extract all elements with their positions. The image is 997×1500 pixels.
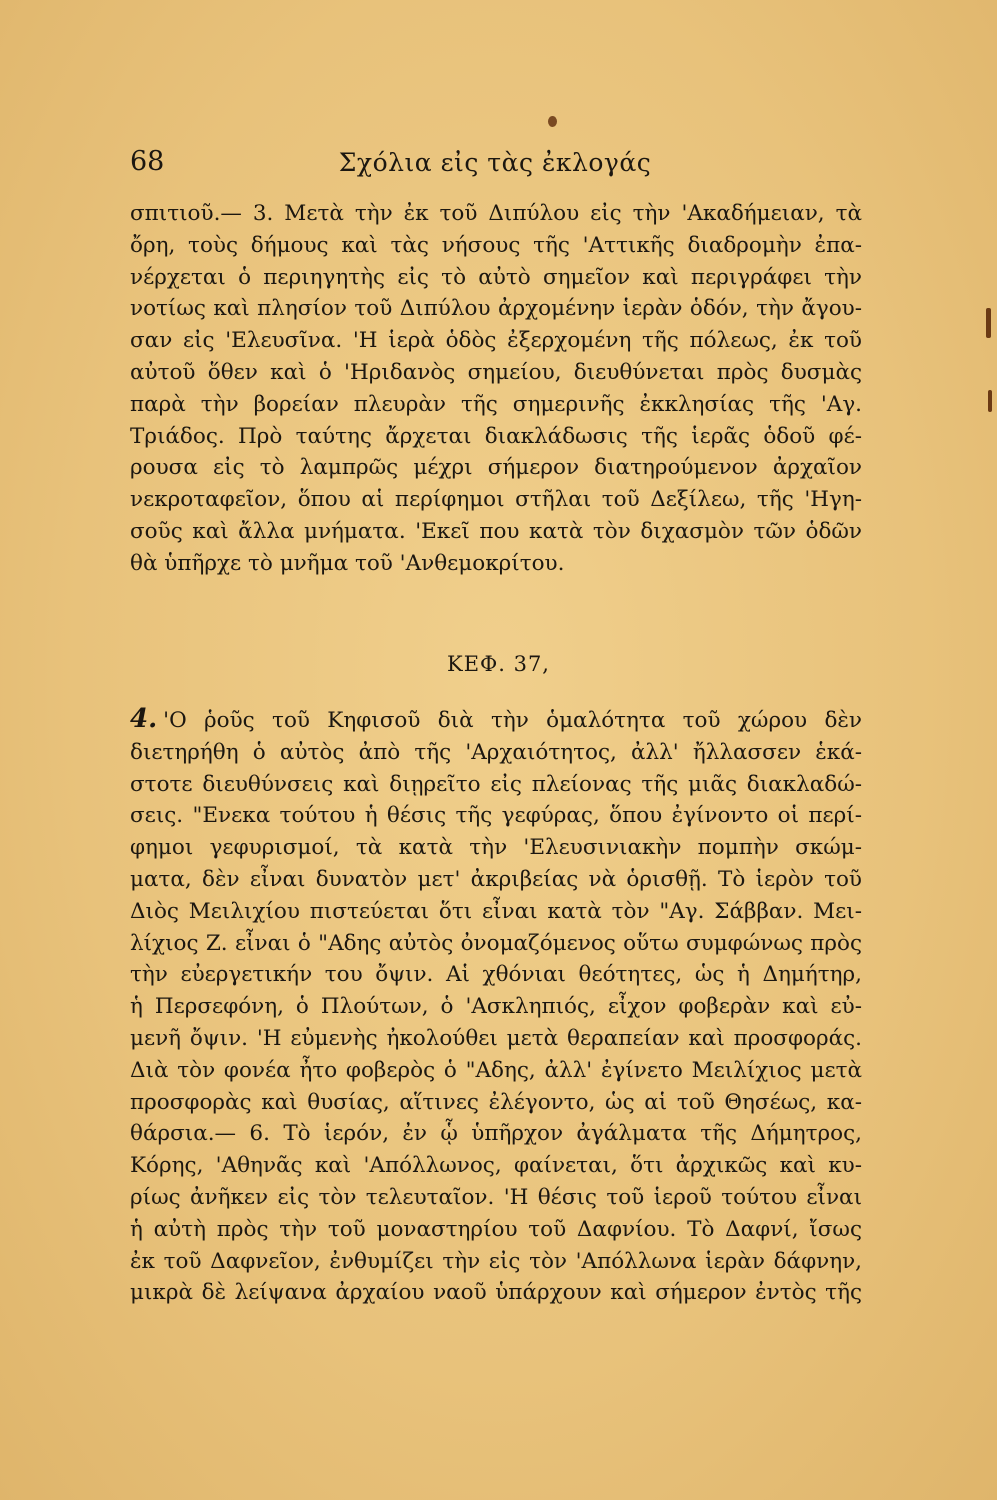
text-line: θὰ ὑπῆρχε τὸ μνῆμα τοῦ 'Ανθεμοκρίτου. [130,550,565,576]
text-line: μενῆ ὄψιν. 'Η εὐμενὴς ἠκολούθει μετὰ θεραπείαν καὶ προσφοράς. [130,1025,862,1051]
text-line: ρίως ἀνῆκεν εἰς τὸν τελευταῖον. 'Η θέσις τοῦ ἱεροῦ τούτου εἶναι [130,1184,862,1210]
text-line: σπιτιοῦ.— 3. Μετὰ τὴν ἐκ τοῦ Διπύλου εἰς τὴν 'Ακαδήμειαν, τὰ [130,201,862,226]
text-line: διετηρήθη ὁ αὐτὸς ἀπὸ τῆς 'Αρχαιότητος, ἀλλ' ἤλλασσεν ἑκά- [130,739,862,765]
text-line: παρὰ τὴν βορείαν πλευρὰν τῆς σημερινῆς ἐκκλησίας τῆς 'Αγ. [130,391,862,417]
chapter-heading: ΚΕΦ. 37, [447,652,550,676]
text-line: ἡ αὐτὴ πρὸς τὴν τοῦ μοναστηρίου τοῦ Δαφνίου. Τὸ Δαφνί, ἴσως [130,1216,862,1242]
text-line: τὴν εὐεργετικήν του ὄψιν. Αἱ χθόνιαι θεότητες, ὡς ἡ Δημήτηρ, [130,962,862,988]
binding-edge-mark [986,308,991,338]
paragraph-commentary-36 [130,198,862,580]
text-line: σοῦς καὶ ἄλλα μνήματα. 'Εκεῖ που κατὰ τὸν διχασμὸν τῶν ὁδῶν [130,518,862,544]
text-line: ὄρη, τοὺς δήμους καὶ τὰς νήσους τῆς 'Αττικῆς διαδρομὴν ἐπα- [130,232,862,258]
paragraph-commentary-37 [130,704,862,1309]
section-number: 4. [130,704,158,734]
text-line: αὐτοῦ ὅθεν καὶ ὁ 'Ηριδανὸς σημείου, διευθύνεται πρὸς δυσμὰς [130,359,862,385]
text-line: ματα, δὲν εἶναι δυνατὸν μετ' ἀκριβείας νὰ ὁρισθῇ. Τὸ ἱερὸν τοῦ [130,866,862,892]
text-line: νεκροταφεῖον, ὅπου αἱ περίφημοι στῆλαι τοῦ Δεξίλεω, τῆς 'Ηγη- [130,487,862,513]
text-line: προσφορὰς καὶ θυσίας, αἵτινες ἐλέγοντο, ὡς αἱ τοῦ Θησέως, κα- [130,1089,862,1115]
page-header [130,146,860,186]
text-line: στοτε διευθύνσεις καὶ διῃρεῖτο εἰς πλείονας τῆς μιᾶς διακλαδώ- [130,771,862,797]
text-line: φημοι γεφυρισμοί, τὰ κατὰ τὴν 'Ελευσινιακὴν πομπὴν σκώμ- [130,835,862,861]
text-line: Κόρης, 'Αθηνᾶς καὶ 'Απόλλωνος, φαίνεται, ὅτι ἀρχικῶς καὶ κυ- [130,1153,862,1179]
page-number: 68 [130,146,165,177]
running-title: Σχόλια εἰς τὰς ἐκλογάς [338,148,652,177]
ink-speck [548,116,557,127]
text-line: σαν εἰς 'Ελευσῖνα. 'Η ἱερὰ ὁδὸς ἐξερχομένη τῆς πόλεως, ἐκ τοῦ [130,328,862,354]
text-line: θάρσια.— 6. Τὸ ἱερόν, ἐν ᾧ ὑπῆρχον ἀγάλματα τῆς Δήμητρος, [130,1121,862,1147]
text-line: ρουσα εἰς τὸ λαμπρῶς μέχρι σήμερον διατηρούμενον ἀρχαῖον [130,455,862,481]
text-line-first-rest: 'Ο ῥοῦς τοῦ Κηφισοῦ διὰ τὴν ὁμαλότητα τοῦ χώρου δὲν [163,708,862,733]
text-line: ἡ Περσεφόνη, ὁ Πλούτων, ὁ 'Ασκληπιός, εἶχον φοβερὰν καὶ εὐ- [130,994,862,1020]
text-line: Διὰ τὸν φονέα ἦτο φοβερὸς ὁ "Αδης, ἀλλ' ἐγίνετο Μειλίχιος μετὰ [130,1057,862,1083]
text-line: σεις. "Ενεκα τούτου ἡ θέσις τῆς γεφύρας, ὅπου ἐγίνοντο οἱ περί- [130,803,862,829]
text-line: μικρὰ δὲ λείψανα ἀρχαίου ναοῦ ὑπάρχουν καὶ σήμερον ἐντὸς τῆς [130,1280,862,1306]
text-line: Διὸς Μειλιχίου πιστεύεται ὅτι εἶναι κατὰ τὸν "Αγ. Σάββαν. Μει- [130,898,862,924]
text-line: λίχιος Ζ. εἶναι ὁ "Αδης αὐτὸς ὀνομαζόμενος οὕτω συμφώνως πρὸς [130,930,862,956]
text-line-first [130,704,862,737]
binding-edge-mark [988,390,992,412]
text-line: νέρχεται ὁ περιηγητὴς εἰς τὸ αὐτὸ σημεῖον καὶ περιγράφει τὴν [130,264,862,290]
text-line: ἐκ τοῦ Δαφνεῖον, ἐνθυμίζει τὴν εἰς τὸν 'Απόλλωνα ἱερὰν δάφνην, [130,1248,862,1274]
text-line: Τριάδος. Πρὸ ταύτης ἄρχεται διακλάδωσις τῆς ἱερᾶς ὁδοῦ φέ- [130,423,862,449]
text-line: νοτίως καὶ πλησίον τοῦ Διπύλου ἀρχομένην ἱερὰν ὁδόν, τὴν ἄγου- [130,296,862,322]
